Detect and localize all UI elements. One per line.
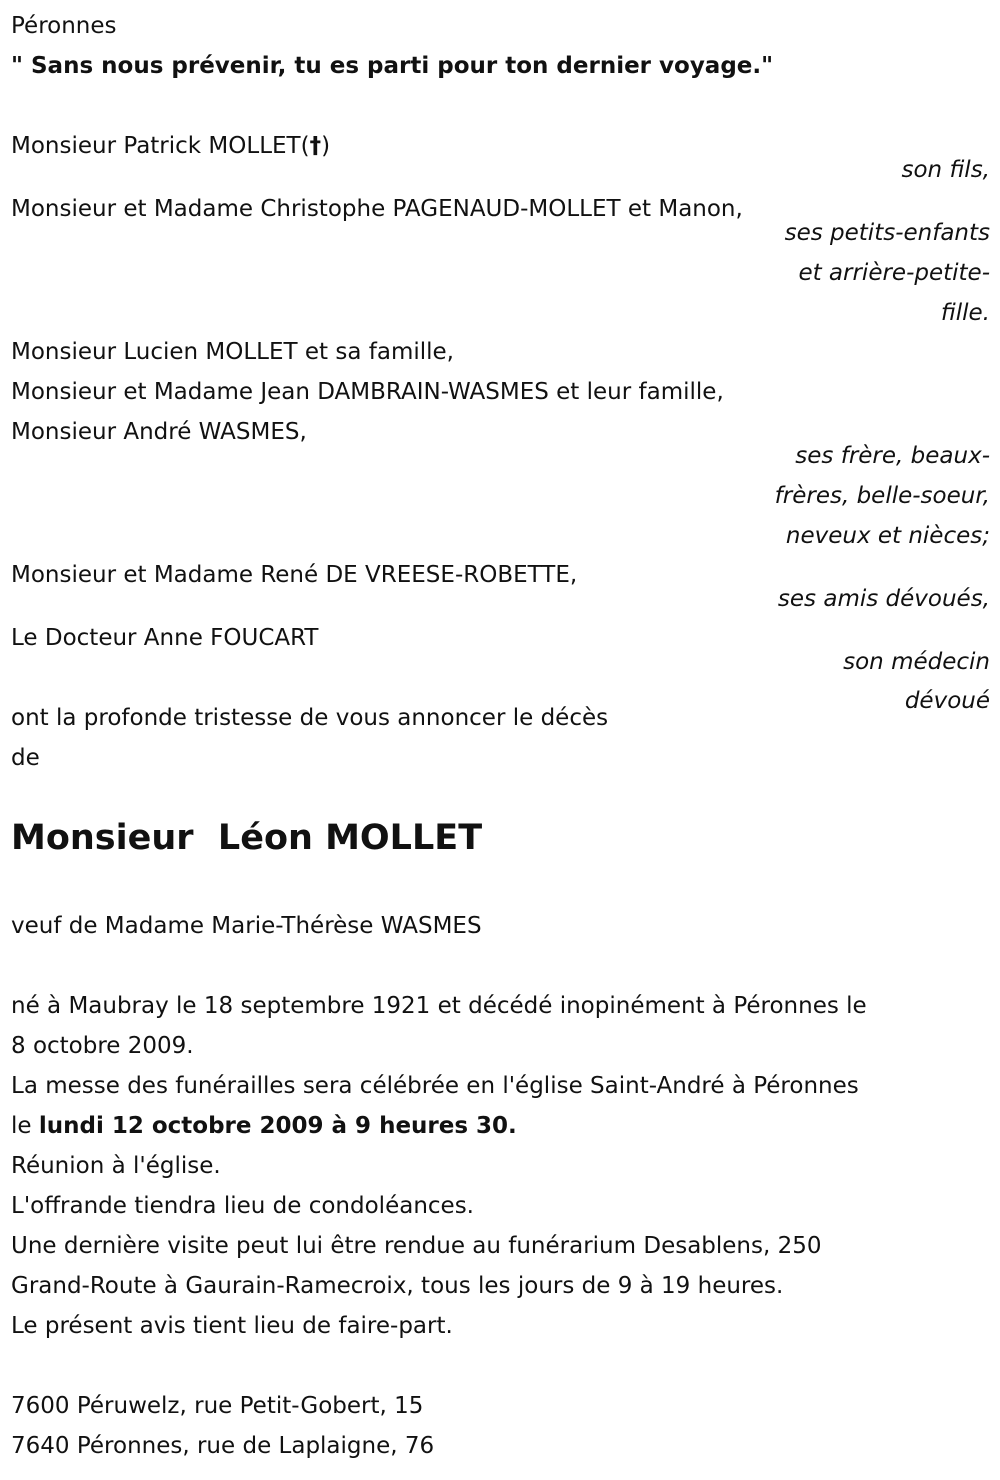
announce-line-1: ont la profonde tristesse de vous annoncer le décès <box>11 705 609 731</box>
widower-line: veuf de Madame Marie-Thérèse WASMES <box>11 913 482 939</box>
grandchildren-role-3: fille. <box>940 300 990 326</box>
cross-icon: † <box>309 133 322 159</box>
mass-line-2 <box>11 1106 517 1146</box>
patrick-line <box>11 126 330 166</box>
grandchildren-role-2: et arrière-petite- <box>798 260 990 286</box>
announce-line-2: de <box>11 745 40 771</box>
siblings-role-1: ses frère, beaux- <box>795 443 990 469</box>
deceased-name: Monsieur Léon MOLLET <box>11 818 483 858</box>
andre-line: Monsieur André WASMES, <box>11 419 307 445</box>
offering-line: L'offrande tiendra lieu de condoléances. <box>11 1193 474 1219</box>
siblings-role-3: neveux et nièces; <box>785 523 990 549</box>
lucien-line: Monsieur Lucien MOLLET et sa famille, <box>11 339 454 365</box>
grandchildren-role-1: ses petits-enfants <box>784 220 990 246</box>
son-role: son fils, <box>901 157 990 183</box>
visit-line-2: Grand-Route à Gaurain-Ramecroix, tous les jours de 9 à 19 heures. <box>11 1273 784 1299</box>
rene-line: Monsieur et Madame René DE VREESE-ROBETTE, <box>11 562 578 588</box>
visit-line-1: Une dernière visite peut lui être rendue au funérarium Desablens, 250 <box>11 1233 822 1259</box>
address-line-2: 7640 Péronnes, rue de Laplaigne, 76 <box>11 1433 435 1459</box>
patrick-end: ) <box>321 133 331 159</box>
mass-date: lundi 12 octobre 2009 à 9 heures 30. <box>38 1113 517 1139</box>
doctor-role-2: dévoué <box>904 688 990 714</box>
siblings-role-2: frères, belle-soeur, <box>774 483 990 509</box>
doctor-line: Le Docteur Anne FOUCART <box>11 625 319 651</box>
jean-line: Monsieur et Madame Jean DAMBRAIN-WASMES et leur famille, <box>11 379 724 405</box>
mass-prefix: le <box>11 1113 39 1139</box>
christophe-line: Monsieur et Madame Christophe PAGENAUD-MOLLET et Manon, <box>11 196 743 222</box>
address-line-1: 7600 Péruwelz, rue Petit-Gobert, 15 <box>11 1393 424 1419</box>
reunion-line: Réunion à l'église. <box>11 1153 221 1179</box>
doctor-role-1: son médecin <box>843 649 990 675</box>
mass-line-1: La messe des funérailles sera célébrée en l'église Saint-André à Péronnes <box>11 1073 859 1099</box>
friends-role: ses amis dévoués, <box>777 586 990 612</box>
born-line-1: né à Maubray le 18 septembre 1921 et décédé inopinément à Péronnes le <box>11 993 867 1019</box>
quote-line: " Sans nous prévenir, tu es parti pour ton dernier voyage." <box>11 53 774 79</box>
patrick-text: Monsieur Patrick MOLLET( <box>11 133 310 159</box>
notice-line: Le présent avis tient lieu de faire-part. <box>11 1313 453 1339</box>
born-line-2: 8 octobre 2009. <box>11 1033 194 1059</box>
place-line: Péronnes <box>11 13 117 39</box>
